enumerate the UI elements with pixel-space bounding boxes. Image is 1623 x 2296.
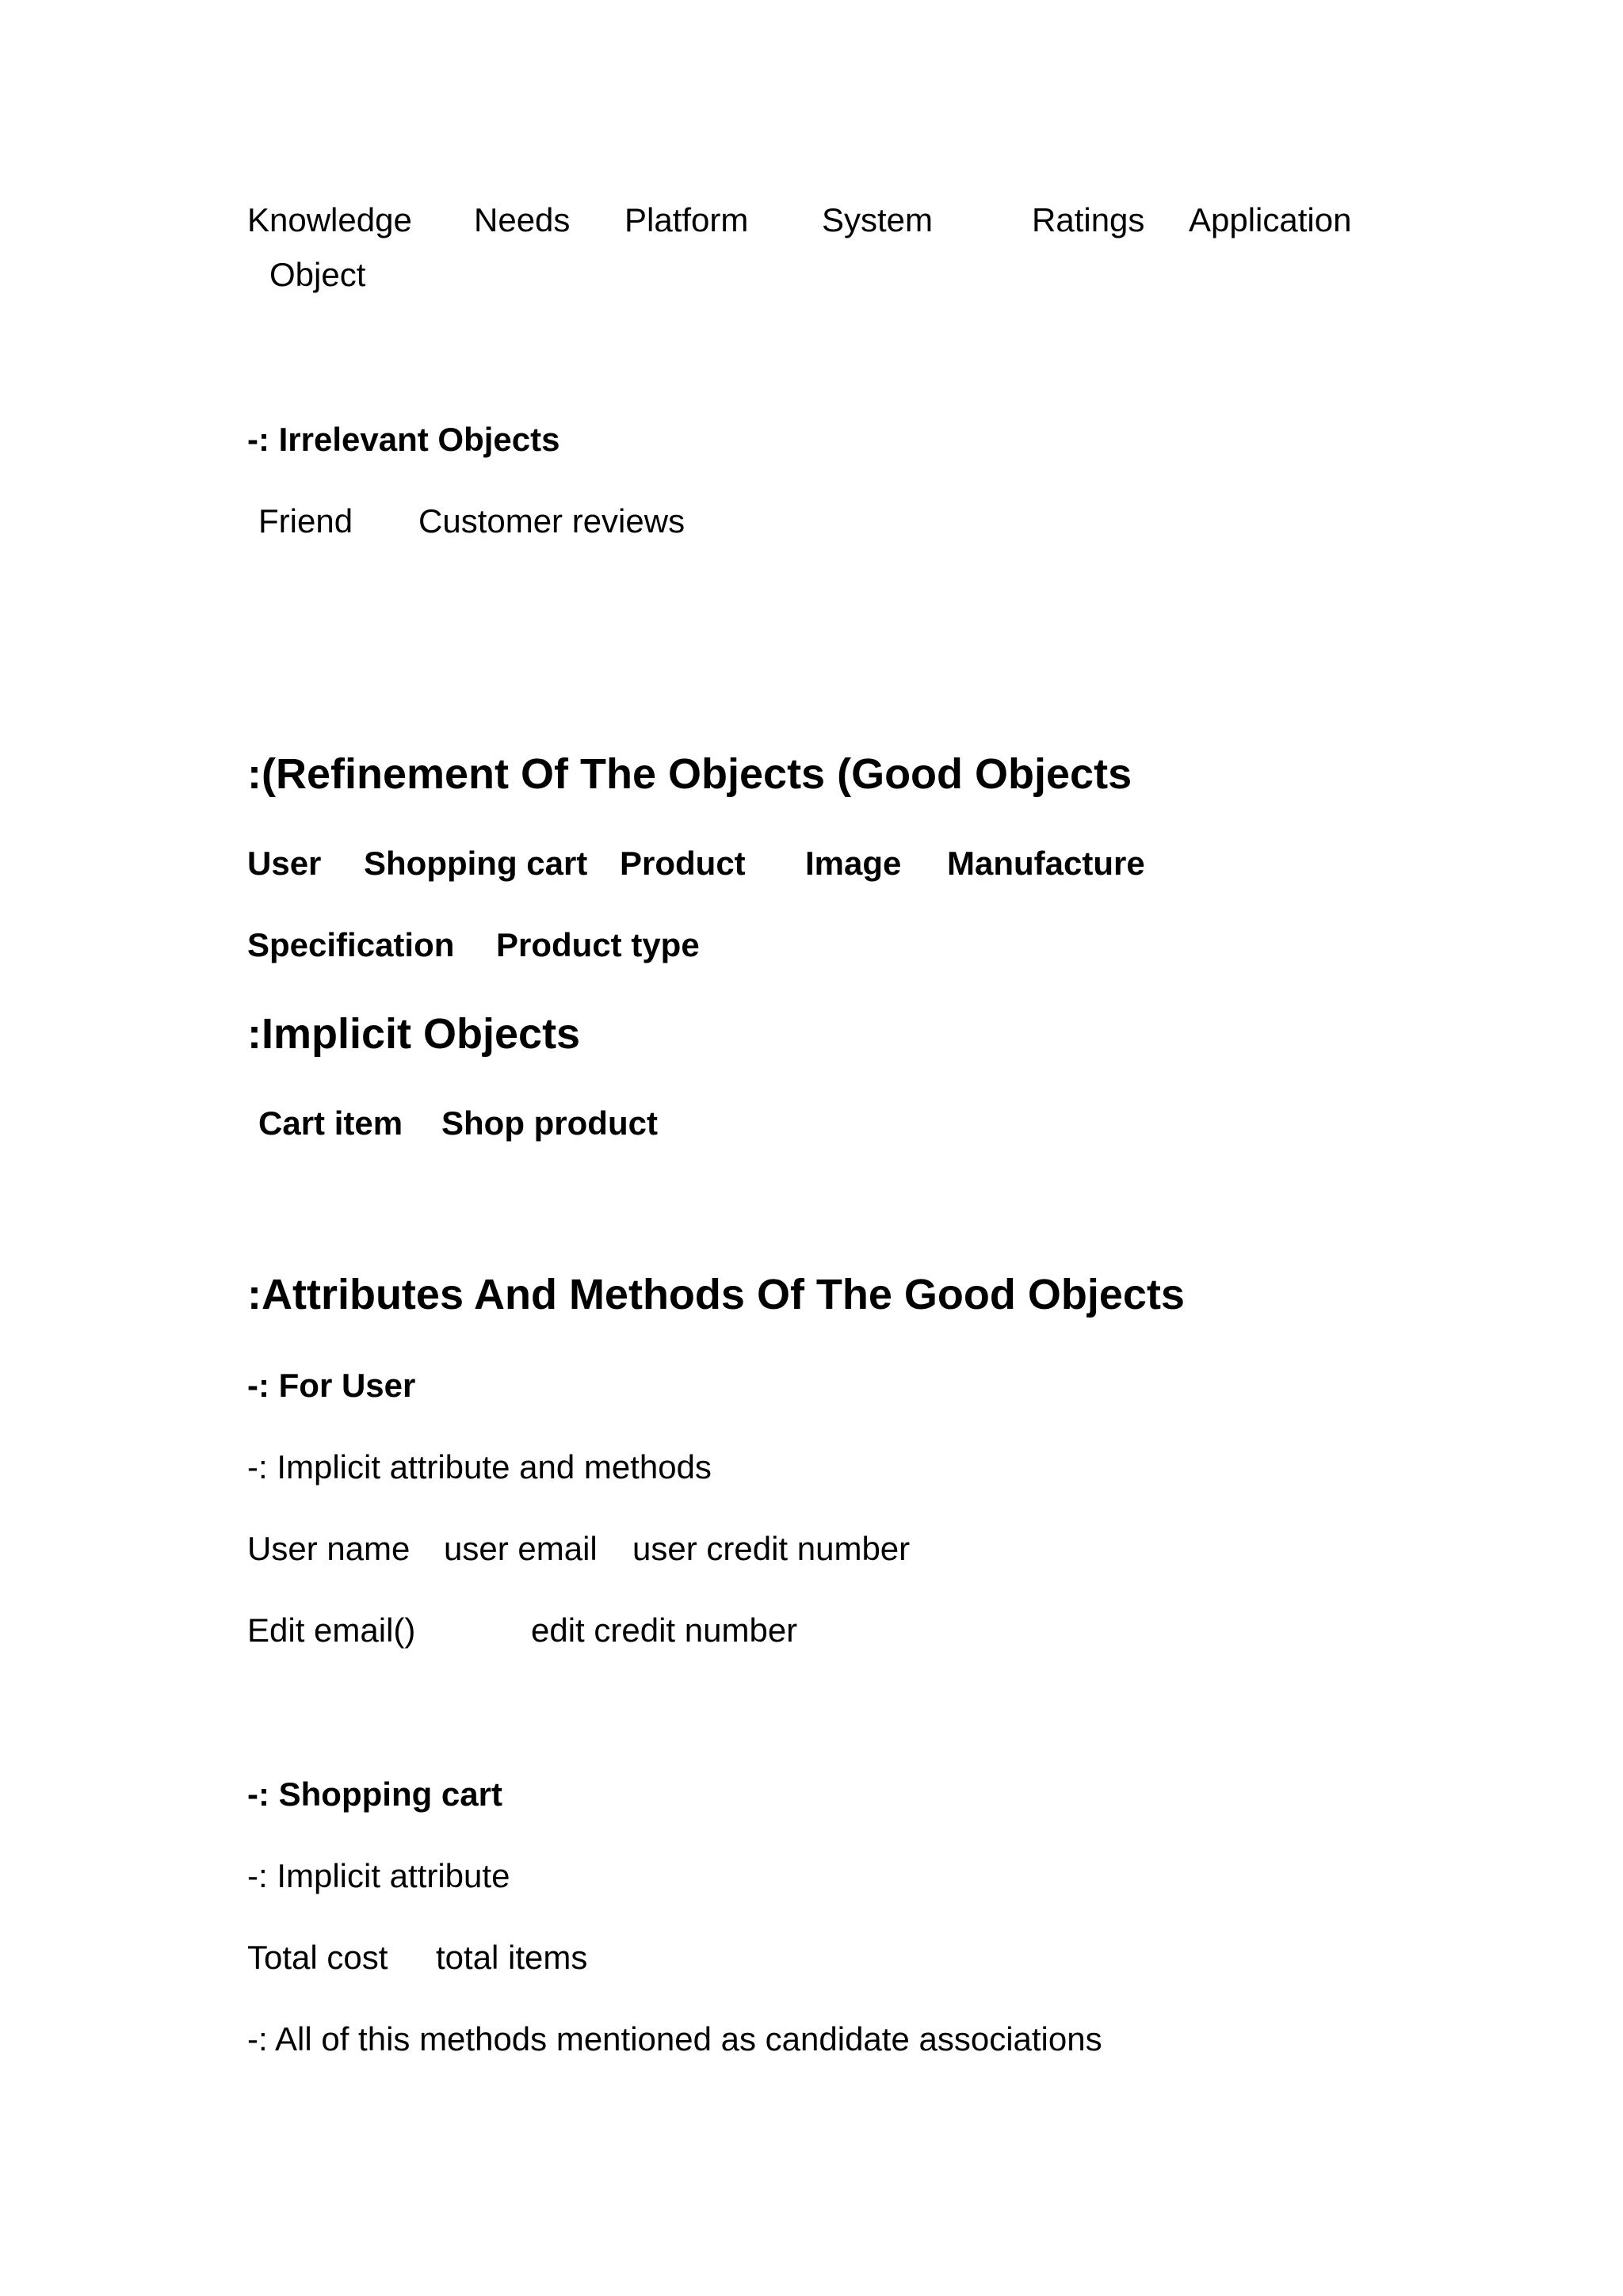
user-attribute-name: User name [247, 1530, 411, 1567]
good-object-product: Product [620, 845, 746, 882]
for-user-heading: -: For User [247, 1367, 416, 1404]
refinement-heading: :(Refinement Of The Objects (Good Objects [247, 750, 1132, 798]
object-word-system: System [822, 201, 934, 238]
cart-attribute-total-items: total items [436, 1939, 588, 1976]
cart-implicit-subheading: -: Implicit attribute [247, 1857, 510, 1894]
irrelevant-objects-heading: -: Irrelevant Objects [247, 421, 560, 458]
object-word-platform: Platform [624, 201, 749, 238]
user-attribute-credit-number: user credit number [632, 1530, 911, 1567]
attributes-methods-heading: :Attributes And Methods Of The Good Objects [247, 1271, 1185, 1318]
good-object-shopping-cart: Shopping cart [364, 845, 588, 882]
shopping-cart-heading: -: Shopping cart [247, 1775, 502, 1813]
good-object-user: User [247, 845, 322, 882]
cart-methods-note: -: All of this methods mentioned as candidate associations [247, 2020, 1102, 2058]
good-object-specification: Specification [247, 926, 455, 963]
object-word-application: Application [1189, 201, 1352, 238]
good-object-manufacture: Manufacture [947, 845, 1145, 882]
object-word-needs: Needs [474, 201, 571, 238]
implicit-object-cart-item: Cart item [258, 1104, 403, 1142]
good-object-product-type: Product type [496, 926, 700, 963]
cart-attribute-total-cost: Total cost [247, 1939, 388, 1976]
object-word-object: Object [269, 256, 366, 293]
object-word-knowledge: Knowledge [247, 201, 412, 238]
good-object-image: Image [805, 845, 902, 882]
irrelevant-item-friend: Friend [258, 502, 353, 540]
object-word-ratings: Ratings [1032, 201, 1145, 238]
implicit-objects-heading: :Implicit Objects [247, 1010, 581, 1058]
irrelevant-item-customer-reviews: Customer reviews [418, 502, 685, 540]
implicit-object-shop-product: Shop product [441, 1104, 658, 1142]
user-method-edit-credit-number: edit credit number [531, 1611, 798, 1649]
user-attribute-email: user email [444, 1530, 598, 1567]
user-implicit-subheading: -: Implicit attribute and methods [247, 1448, 712, 1486]
user-method-edit-email: Edit email() [247, 1611, 416, 1649]
